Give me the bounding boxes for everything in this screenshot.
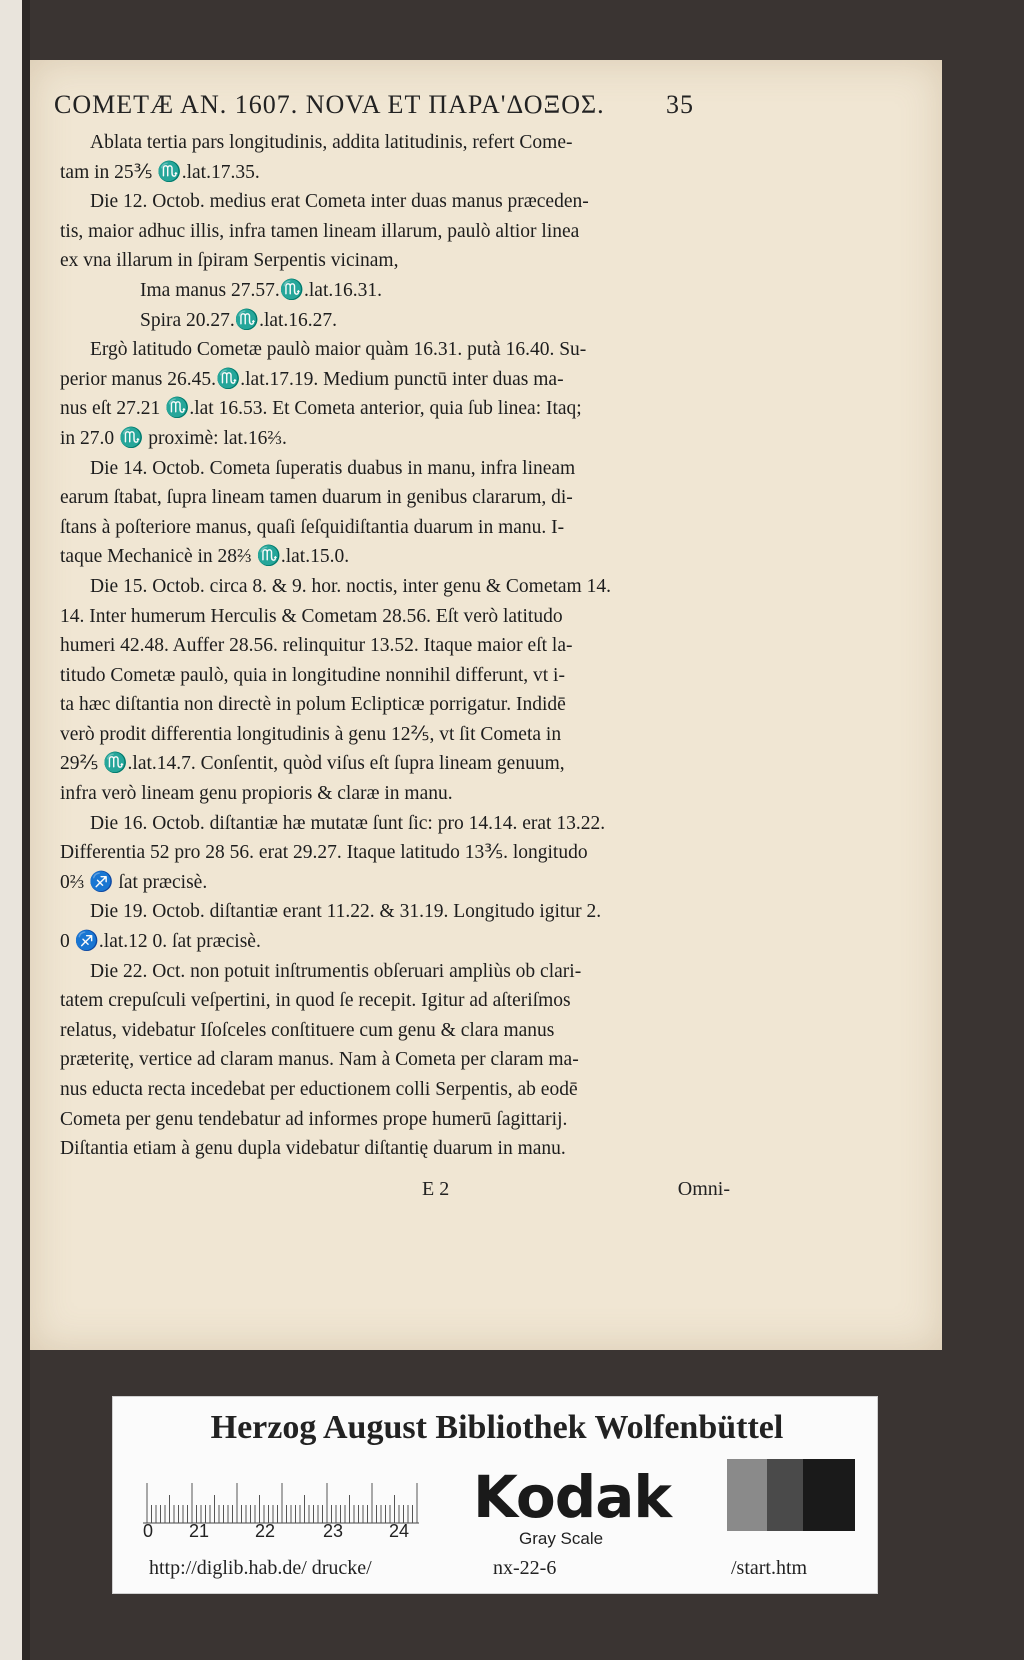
ruler-label: 0 [143,1521,154,1541]
page-body [60,128,730,1164]
ruler-scale [143,1465,419,1525]
ruler-label: 23 [323,1521,344,1541]
text-line: præteritę, vertice ad claram manus. Nam à Cometa per claram ma- [60,1049,579,1071]
kodak-logo: Kodak [473,1463,671,1531]
text-line: 0 ♐.lat.12 0. ſat præcisè. [60,931,261,953]
ruler-label: 21 [189,1521,210,1541]
text-line: tis, maior adhuc illis, infra tamen lineam illarum, paulò altior linea [60,220,580,242]
text-line: humeri 42.48. Auffer 28.56. relinquitur 13.52. Itaque maior eſt la- [60,635,573,657]
text-line: Die 19. Octob. diſtantiæ erant 11.22. & 31.19. Longitudo igitur 2. [90,901,602,923]
text-line: in 27.0 ♏ proximè: lat.16⅔. [60,427,287,449]
text-line: nus eſt 27.21 ♏.lat 16.53. Et Cometa anterior, quia ſub linea: Itaq; [60,398,582,420]
text-line: taque Mechanicè in 28⅔ ♏.lat.15.0. [60,546,350,568]
gray-swatch [767,1459,803,1531]
text-line: 14. Inter humerum Herculis & Cometam 28.56. Eſt verò latitudo [60,605,563,627]
page-number: 35 [666,90,694,119]
text-line: tatem crepuſculi veſpertini, in quod ſe recepit. Igitur ad aſteriſmos [60,990,571,1012]
text-line: Die 22. Oct. non potuit inſtrumentis obſeruari ampliùs ob clari- [90,960,582,982]
text-line: 29⅖ ♏.lat.14.7. Conſentit, quòd viſus eſt ſupra lineam genuum, [60,753,565,775]
catchword: Omni- [677,1178,730,1200]
text-line: Spira 20.27.♏.lat.16.27. [140,309,338,331]
text-line: Diſtantia etiam à genu dupla videbatur diſtantię duarum in manu. [60,1138,566,1160]
start-path: /start.htm [731,1557,808,1579]
text-line: ta hæc diſtantia non directè in polum Eclipticæ porrigatur. Indidē [60,694,566,716]
text-line: Die 12. Octob. medius erat Cometa inter duas manus præceden- [90,191,589,213]
running-head [54,90,694,120]
scan-border-left [0,0,22,1660]
black-swatch [803,1459,855,1531]
text-line: verò prodit differentia longitudinis à genu 12⅖, vt ſit Cometa in [60,723,562,745]
text-line: Cometa per genu tendebatur ad informes prope humerū ſagittarij. [60,1108,568,1130]
text-line: ex vna illarum in ſpiram Serpentis vicinam, [60,250,399,272]
text-line: relatus, videbatur Iſoſceles conſtituere cum genu & clara manus [60,1019,555,1041]
gray-scale-label: Gray Scale [519,1529,604,1548]
text-line: perior manus 26.45.♏.lat.17.19. Medium punctū inter duas ma- [60,368,564,390]
color-target-card [112,1396,878,1594]
text-line: earum ſtabat, ſupra lineam tamen duarum in genibus clararum, di- [60,487,573,509]
text-line: titudo Cometæ paulò, quia in longitudine nonnihil differunt, vt i- [60,664,565,686]
text-line: Ablata tertia pars longitudinis, addita latitudinis, refert Come- [90,132,573,153]
text-line: infra verò lineam genu propioris & claræ in manu. [60,783,453,805]
text-line: Ergò latitudo Cometæ paulò maior quàm 16.31. putà 16.40. Su- [90,339,587,361]
text-line: ſtans à poſteriore manus, quaſi ſeſquidiſtantia duarum in manu. I- [60,516,565,538]
text-line: tam in 25⅗ ♏.lat.17.35. [60,161,260,183]
library-url: http://diglib.hab.de/ drucke/ [149,1557,372,1579]
text-line: Die 14. Octob. Cometa ſuperatis duabus in manu, infra lineam [90,457,576,479]
ruler-label: 24 [389,1521,410,1541]
library-title: Herzog August Bibliothek Wolfenbüttel [210,1409,784,1446]
shelfmark: nx-22-6 [493,1557,557,1579]
ruler-labels [143,1521,419,1545]
gray-swatch [727,1459,767,1531]
signature-mark: E 2 [422,1178,450,1200]
page-footer [60,1178,730,1204]
text-line: 0⅔ ♐ ſat præcisè. [60,871,208,893]
text-line: Die 15. Octob. circa 8. & 9. hor. noctis, inter genu & Cometam 14. [90,575,611,597]
running-head-title: COMETÆ AN. 1607. NOVA ET ΠΑΡΑ'ΔΟΞΟΣ. [54,90,605,119]
text-line: Ima manus 27.57.♏.lat.16.31. [140,279,382,301]
ruler-label: 22 [255,1521,276,1541]
text-line: nus educta recta incedebat per eductionem colli Serpentis, ab eodē [60,1079,578,1100]
scan-shadow [22,0,30,1660]
text-line: Differentia 52 pro 28 56. erat 29.27. Itaque latitudo 13⅗. longitudo [60,842,588,864]
text-line: Die 16. Octob. diſtantiæ hæ mutatæ ſunt ſic: pro 14.14. erat 13.22. [90,812,606,834]
